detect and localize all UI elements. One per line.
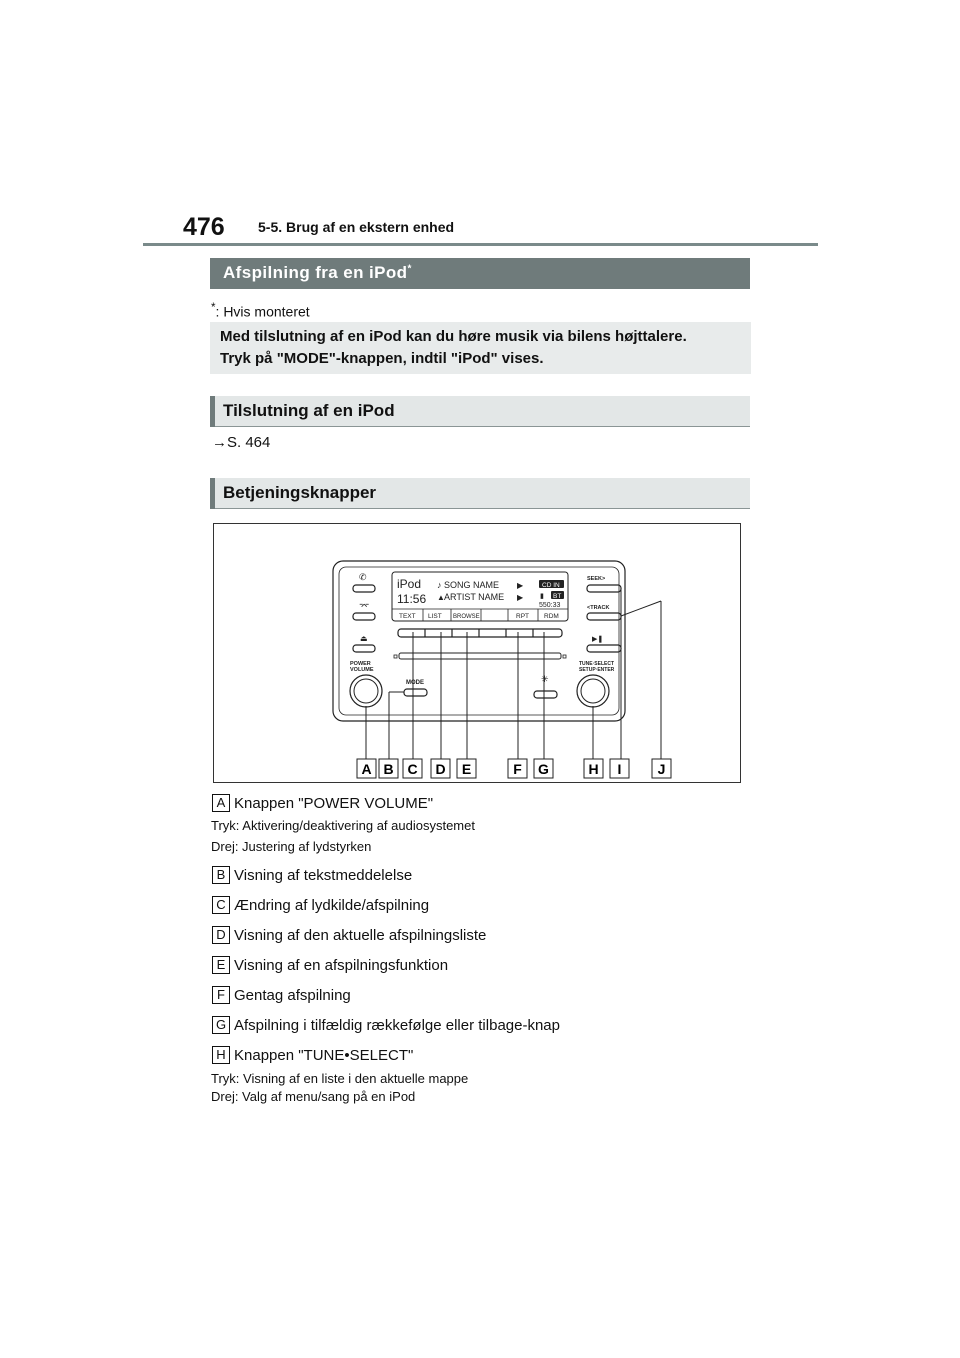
item-f	[212, 986, 351, 1004]
item-text: Knappen "POWER VOLUME"	[234, 795, 434, 812]
track-label: <TRACK	[587, 605, 610, 611]
item-letter: F	[212, 986, 230, 1004]
play-pause-icon: ▶❚	[592, 636, 604, 643]
mode-label: MODE	[406, 680, 424, 686]
connect-heading: Tilslutning af en iPod	[223, 401, 395, 420]
main-heading-marker: *	[407, 263, 412, 275]
callout-h: H	[588, 761, 599, 777]
main-heading	[223, 263, 412, 283]
main-heading-bar	[210, 258, 750, 289]
item-text: Visning af tekstmeddelelse	[234, 867, 413, 884]
tune-select-label: TUNE·SELECT	[579, 661, 614, 667]
tune-select-knob	[577, 675, 609, 707]
item-text: Afspilning i tilfældig rækkefølge eller tilbage-knap	[234, 1017, 560, 1034]
seek-label: SEEK>	[587, 576, 606, 582]
cd-slot	[399, 653, 561, 659]
volume-label: VOLUME	[350, 667, 374, 673]
callout-e: E	[461, 761, 472, 777]
item-letter: D	[212, 926, 230, 944]
preset-button-bar	[398, 629, 562, 637]
item-letter: E	[212, 956, 230, 974]
controls-heading: Betjeningsknapper	[223, 483, 377, 502]
item-letter: H	[212, 1046, 230, 1064]
item-a-sub-1: Tryk: Aktivering/deaktivering af audiosystemet	[211, 818, 475, 833]
callout-boxes	[357, 759, 671, 778]
phone-button	[353, 585, 375, 592]
display-source: iPod	[397, 577, 422, 591]
scan-button	[534, 691, 557, 698]
intro-line-2: Tryk på "MODE"-knappen, indtil "iPod" vises.	[220, 350, 544, 367]
display-counter: 550:33	[539, 602, 561, 609]
track-button	[587, 613, 621, 620]
footnote-marker: *	[211, 301, 216, 314]
hangup-button	[353, 613, 375, 620]
audio-unit-diagram	[213, 523, 741, 783]
item-h	[212, 1046, 413, 1064]
callout-j: J	[657, 761, 666, 777]
person-icon: ▲	[437, 593, 445, 602]
item-letter: G	[212, 1016, 230, 1034]
display-song: SONG NAME	[444, 580, 500, 590]
item-h-sub-1: Tryk: Visning af en liste i den aktuelle mappe	[211, 1071, 469, 1086]
item-d	[212, 926, 486, 944]
callout-a: A	[361, 761, 372, 777]
display-artist: ARTIST NAME	[444, 592, 505, 602]
intro-box	[210, 322, 751, 374]
tab-text: TEXT	[399, 613, 416, 620]
item-a-sub-2: Drej: Justering af lydstyrken	[211, 839, 372, 854]
section-title: 5-5. Brug af en ekstern enhed	[258, 219, 455, 235]
controls-heading-bar	[210, 478, 750, 509]
page-reference	[212, 434, 270, 451]
tab-browse: BROWSE	[453, 614, 480, 620]
item-text: Ændring af lydkilde/afspilning	[234, 897, 430, 914]
hangup-icon: ⌤	[359, 601, 370, 611]
item-a	[212, 794, 433, 812]
page-number: 476	[183, 213, 225, 241]
power-label: POWER	[350, 661, 371, 667]
item-text: Visning af den aktuelle afspilningsliste	[234, 927, 487, 944]
callout-i: I	[617, 761, 622, 777]
connect-heading-bar	[210, 396, 750, 427]
seek-button	[587, 585, 621, 592]
intro-line-1: Med tilslutning af en iPod kan du høre musik via bilens højttalere.	[220, 328, 687, 345]
header-rule	[143, 243, 818, 246]
item-g	[212, 1016, 560, 1034]
play-pause-button	[587, 645, 621, 652]
item-b	[212, 866, 412, 884]
mode-button	[404, 689, 427, 696]
item-h-sub-2: Drej: Valg af menu/sang på en iPod	[211, 1089, 416, 1104]
play-indicator-icon: ▶	[517, 593, 524, 602]
tab-list: LIST	[428, 613, 442, 620]
arrow-right-icon: →	[212, 434, 227, 451]
music-note-icon: ♪	[437, 580, 442, 590]
eject-icon: ⏏	[360, 634, 368, 643]
item-e	[212, 956, 448, 974]
setup-enter-label: SETUP·ENTER	[579, 667, 615, 673]
tab-rdm: RDM	[544, 613, 559, 620]
display-time: 11:56	[397, 592, 427, 606]
main-heading-text: Afspilning fra en iPod	[223, 263, 408, 282]
phone-icon: ✆	[359, 572, 367, 582]
item-text: Knappen "TUNE•SELECT"	[234, 1047, 414, 1064]
callout-c: C	[407, 761, 418, 777]
callout-d: D	[435, 761, 446, 777]
power-volume-knob	[350, 675, 382, 707]
item-letter: A	[212, 794, 230, 812]
item-letter: B	[212, 866, 230, 884]
page-reference-text: S. 464	[227, 434, 271, 451]
footnote	[211, 301, 310, 320]
play-indicator-icon: ▶	[517, 581, 524, 590]
callout-b: B	[383, 761, 394, 777]
item-letter: C	[212, 896, 230, 914]
footnote-text: : Hvis monteret	[215, 303, 310, 320]
tab-rpt: RPT	[516, 613, 529, 620]
item-text: Visning af en afspilningsfunktion	[234, 957, 449, 974]
signal-icon: ▮	[540, 593, 544, 600]
badge-cd-in: CD IN	[542, 582, 560, 589]
callout-g: G	[538, 761, 549, 777]
badge-bt: BT	[553, 593, 562, 600]
item-text: Gentag afspilning	[234, 987, 351, 1004]
scan-icon: ✳	[541, 674, 549, 684]
item-c	[212, 896, 429, 914]
callout-f: F	[513, 761, 522, 777]
eject-button	[353, 645, 375, 652]
